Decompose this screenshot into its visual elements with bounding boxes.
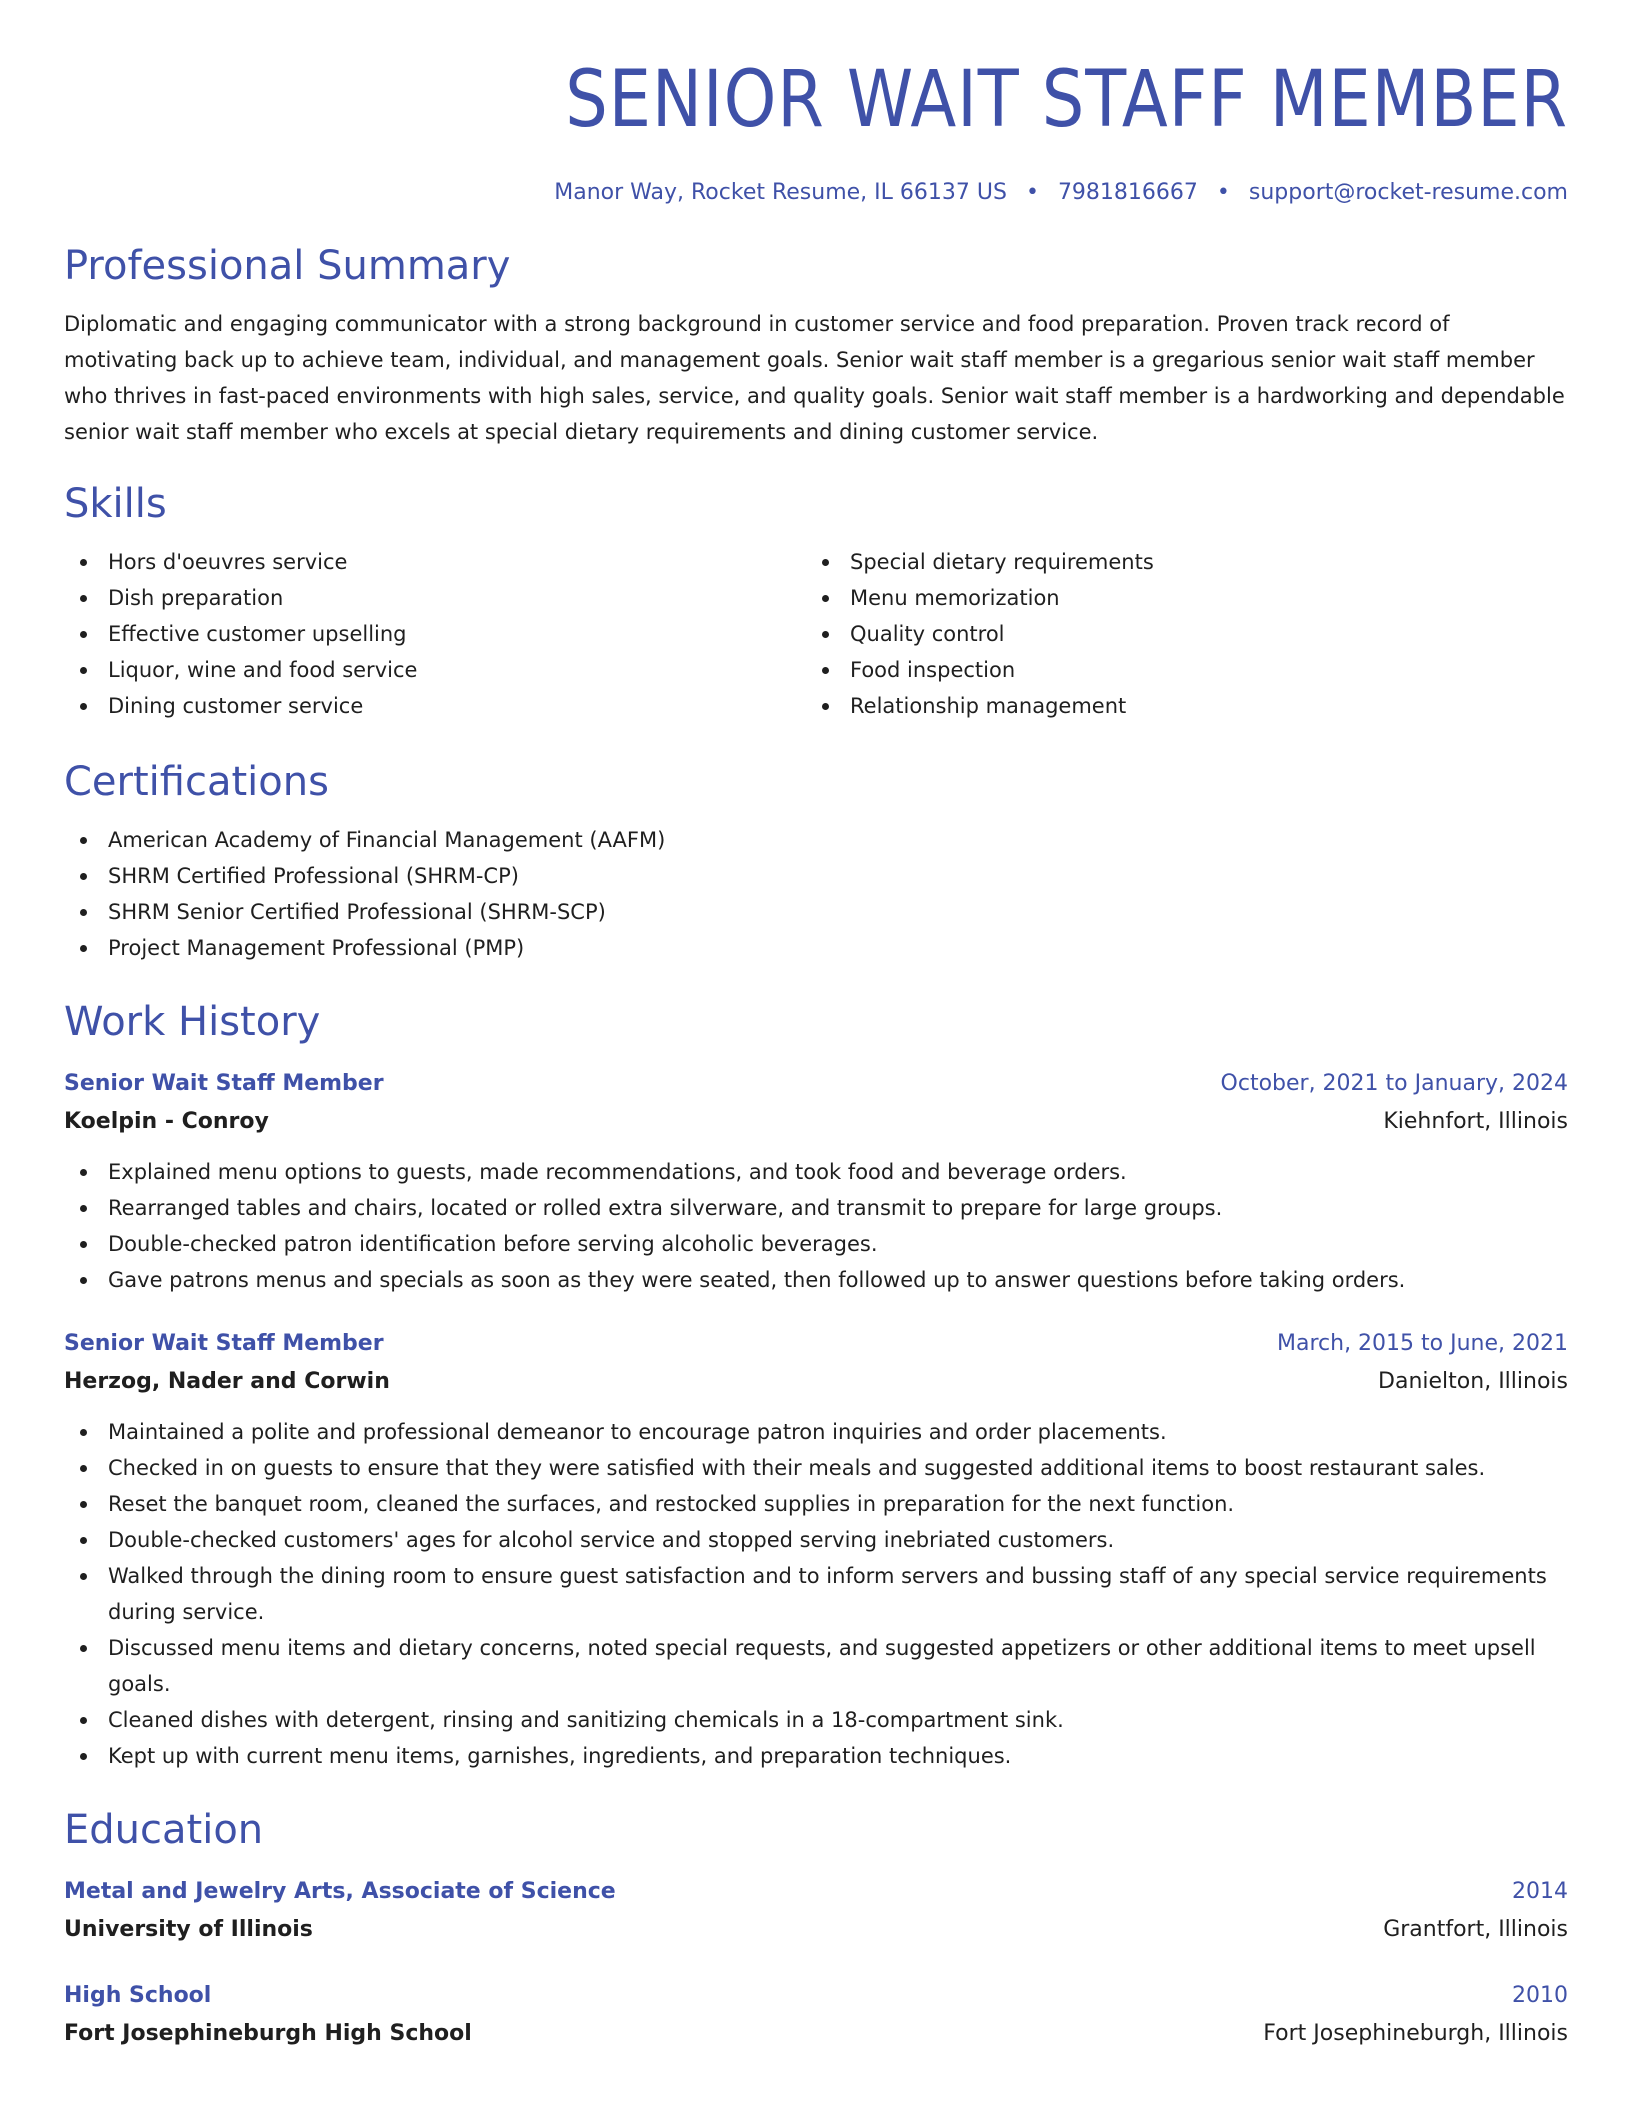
contact-email: support@rocket-resume.com xyxy=(1248,180,1568,205)
skill-item: Relationship management xyxy=(806,688,1568,724)
education-year: 2014 xyxy=(1512,1879,1568,1904)
job-entry xyxy=(64,1326,1568,1774)
skills-section xyxy=(64,478,1568,724)
job-bullet: Rearranged tables and chairs, located or rolled extra silverware, and transmit to prepare for large groups. xyxy=(64,1190,1568,1226)
job-company: Herzog, Nader and Corwin xyxy=(64,1369,390,1394)
contact-phone: 7981816667 xyxy=(1057,180,1198,205)
education-section xyxy=(64,1804,1568,2054)
education-degree: Metal and Jewelry Arts, Associate of Science xyxy=(64,1879,616,1904)
contact-separator: • xyxy=(1216,180,1230,205)
job-dates: October, 2021 to January, 2024 xyxy=(1220,1071,1568,1096)
job-bullet: Reset the banquet room, cleaned the surfaces, and restocked supplies in preparation for the next function. xyxy=(64,1486,1568,1522)
job-bullets xyxy=(64,1414,1568,1774)
job-header xyxy=(64,1066,1568,1102)
job-title: Senior Wait Staff Member xyxy=(64,1071,384,1096)
section-title: Education xyxy=(64,1807,264,1853)
certifications-section xyxy=(64,756,1568,966)
summary-text: Diplomatic and engaging communicator with a strong background in customer service and food preparation. Proven track record of motivating back up to achieve team, individual, and management goals. Senior wait staff member is a gregarious senior wait staff member who thrives in fast-paced environments with high sales, service, and quality goals. Senior wait staff member is a hardworking and dependable senior wait staff member who excels at special dietary requirements and dining customer service. xyxy=(64,312,1565,444)
skill-item: Menu memorization xyxy=(806,580,1568,616)
skill-item: Dining customer service xyxy=(64,688,806,724)
job-company: Koelpin - Conroy xyxy=(64,1109,269,1134)
job-bullets xyxy=(64,1154,1568,1298)
skill-item: Hors d'oeuvres service xyxy=(64,544,806,580)
job-entry xyxy=(64,1066,1568,1298)
job-dates: March, 2015 to June, 2021 xyxy=(1277,1331,1568,1356)
skill-item: Quality control xyxy=(806,616,1568,652)
education-entry xyxy=(64,1978,1568,2054)
job-bullet: Double-checked patron identification before serving alcoholic beverages. xyxy=(64,1226,1568,1262)
skill-item: Liquor, wine and food service xyxy=(64,652,806,688)
job-location: Kiehnfort, Illinois xyxy=(1383,1109,1568,1134)
education-entry xyxy=(64,1874,1568,1950)
certification-item: SHRM Certified Professional (SHRM-CP) xyxy=(64,858,1568,894)
job-bullet: Explained menu options to guests, made recommendations, and took food and beverage orders. xyxy=(64,1154,1568,1190)
contact-address: Manor Way, Rocket Resume, IL 66137 US xyxy=(554,180,1007,205)
skills-grid xyxy=(64,544,1568,724)
job-bullet: Gave patrons menus and specials as soon as they were seated, then followed up to answer questions before taking orders. xyxy=(64,1262,1568,1298)
education-location: Grantfort, Illinois xyxy=(1383,1917,1568,1942)
section-title: Professional Summary xyxy=(64,243,511,289)
education-year: 2010 xyxy=(1512,1983,1568,2008)
section-title: Skills xyxy=(64,481,167,527)
certification-item: SHRM Senior Certified Professional (SHRM-SCP) xyxy=(64,894,1568,930)
resume-header xyxy=(64,48,1568,210)
education-degree: High School xyxy=(64,1983,212,2008)
candidate-name: SENIOR WAIT STAFF MEMBER xyxy=(565,55,1568,145)
education-subheader xyxy=(64,2014,1568,2054)
job-subheader xyxy=(64,1362,1568,1402)
job-title: Senior Wait Staff Member xyxy=(64,1331,384,1356)
job-location: Danielton, Illinois xyxy=(1378,1369,1568,1394)
job-bullet: Double-checked customers' ages for alcohol service and stopped serving inebriated customers. xyxy=(64,1522,1568,1558)
certifications-list xyxy=(64,822,1568,966)
education-school: University of Illinois xyxy=(64,1917,313,1942)
skill-item: Effective customer upselling xyxy=(64,616,806,652)
work-history-section xyxy=(64,996,1568,1774)
job-bullet: Cleaned dishes with detergent, rinsing and sanitizing chemicals in a 18-compartment sink. xyxy=(64,1702,1568,1738)
certification-item: Project Management Professional (PMP) xyxy=(64,930,1568,966)
education-header xyxy=(64,1874,1568,1910)
contact-line xyxy=(64,176,1568,210)
contact-separator: • xyxy=(1025,180,1039,205)
job-bullet: Maintained a polite and professional demeanor to encourage patron inquiries and order placements. xyxy=(64,1414,1568,1450)
education-location: Fort Josephineburgh, Illinois xyxy=(1263,2021,1568,2046)
education-school: Fort Josephineburgh High School xyxy=(64,2021,472,2046)
job-bullet: Walked through the dining room to ensure guest satisfaction and to inform servers and bussing staff of any special service requirements during service. xyxy=(64,1558,1568,1630)
job-bullet: Discussed menu items and dietary concerns, noted special requests, and suggested appetizers or other additional items to meet upsell goals. xyxy=(64,1630,1568,1702)
job-bullet: Kept up with current menu items, garnishes, ingredients, and preparation techniques. xyxy=(64,1738,1568,1774)
skills-list-right xyxy=(806,544,1568,724)
section-title: Certifications xyxy=(64,759,329,805)
job-bullet: Checked in on guests to ensure that they were satisfied with their meals and suggested additional items to boost restaurant sales. xyxy=(64,1450,1568,1486)
skills-list-left xyxy=(64,544,806,724)
summary-section xyxy=(64,240,1568,450)
skill-item: Special dietary requirements xyxy=(806,544,1568,580)
education-subheader xyxy=(64,1910,1568,1950)
job-subheader xyxy=(64,1102,1568,1142)
education-header xyxy=(64,1978,1568,2014)
skill-item: Dish preparation xyxy=(64,580,806,616)
job-header xyxy=(64,1326,1568,1362)
certification-item: American Academy of Financial Management (AAFM) xyxy=(64,822,1568,858)
section-title: Work History xyxy=(64,999,321,1045)
skill-item: Food inspection xyxy=(806,652,1568,688)
